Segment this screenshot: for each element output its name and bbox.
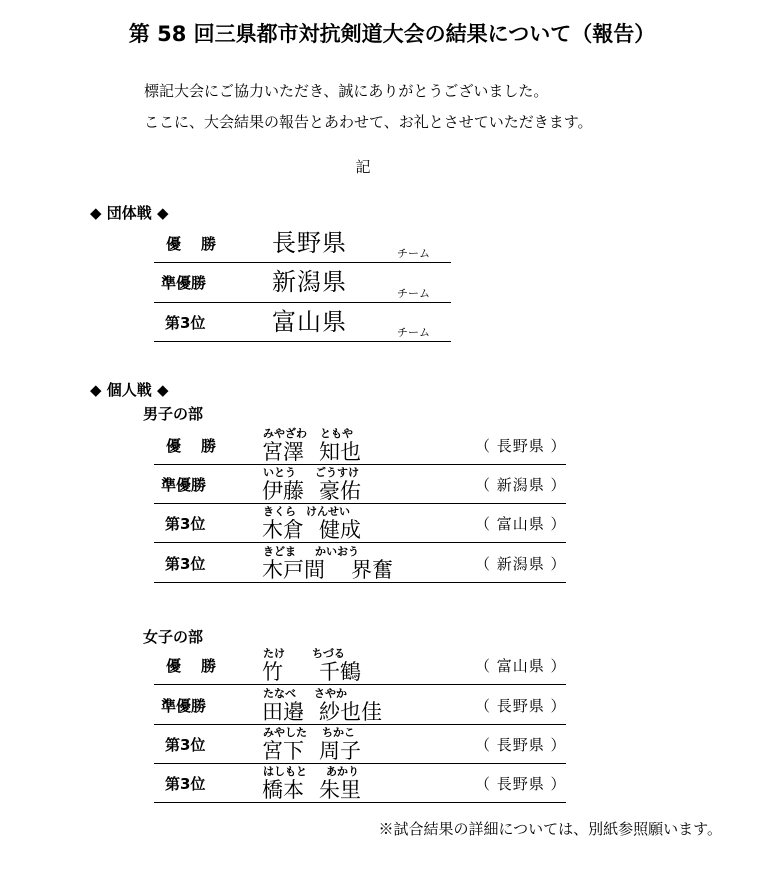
team-rule-2 (154, 302, 451, 303)
women-rank-3: 第3位 (165, 736, 206, 754)
women-furigana-given-4: あかり (326, 765, 359, 778)
women-given-1: 千鶴 (319, 660, 361, 684)
document-title: 第 58 回三県都市対抗剣道大会の結果について（報告） (128, 22, 656, 46)
women-furigana-family-3: みやした (263, 726, 307, 739)
women-given-2: 紗也佳 (319, 700, 382, 724)
team-rank-3: 第3位 (165, 314, 206, 332)
intro-line-2: ここに、大会結果の報告とあわせて、お礼とさせていただきます。 (144, 113, 593, 131)
men-furigana-given-3: けんせい (306, 505, 350, 518)
women-given-4: 朱里 (319, 778, 361, 802)
women-rank-2: 準優勝 (161, 697, 207, 715)
women-given-3: 周子 (319, 739, 361, 763)
team-name-3: 富山県 (272, 308, 347, 336)
women-pref-4: （ 長野県 ） (475, 775, 567, 793)
women-family-4: 橋本 (262, 778, 304, 802)
men-pref-1: （ 長野県 ） (475, 437, 567, 455)
men-furigana-family-3: きくら (263, 505, 296, 518)
men-furigana-given-4: かいおう (315, 545, 359, 558)
women-family-3: 宮下 (262, 739, 304, 763)
women-furigana-given-3: ちかこ (322, 726, 355, 739)
men-given-3: 健成 (319, 518, 361, 542)
men-furigana-family-4: きどま (263, 545, 296, 558)
men-given-4: 界奮 (351, 558, 393, 582)
team-suffix-1: チーム (397, 247, 430, 260)
men-family-1: 宮澤 (262, 440, 304, 464)
men-furigana-given-1: ともや (320, 427, 353, 440)
men-pref-2: （ 新潟県 ） (475, 476, 567, 494)
men-rank-4: 第3位 (165, 555, 206, 573)
women-furigana-given-2: さやか (314, 687, 347, 700)
ki-label: 記 (355, 158, 371, 176)
men-furigana-family-2: いとう (263, 466, 296, 479)
intro-line-1: 標記大会にご協力いただき、誠にありがとうございました。 (144, 82, 549, 100)
women-rule-4 (154, 802, 566, 803)
women-rule-3 (154, 763, 566, 764)
individual-section-heading: ◆ 個人戦 ◆ (90, 381, 169, 399)
footnote: ※試合結果の詳細については、別紙参照願います。 (378, 820, 722, 838)
women-rank-1: 優 勝 (166, 657, 217, 675)
men-given-2: 豪佑 (319, 479, 361, 503)
men-rank-2: 準優勝 (161, 476, 207, 494)
men-rule-1 (154, 464, 566, 465)
men-rank-1: 優 勝 (166, 437, 217, 455)
women-rule-2 (154, 724, 566, 725)
men-furigana-family-1: みやざわ (263, 427, 307, 440)
team-suffix-3: チーム (397, 326, 430, 339)
men-heading: 男子の部 (143, 405, 204, 423)
men-family-2: 伊藤 (262, 479, 304, 503)
men-furigana-given-2: ごうすけ (315, 466, 359, 479)
team-rule-3 (154, 341, 451, 342)
women-rule-1 (154, 684, 566, 685)
team-rank-1: 優 勝 (166, 235, 217, 253)
team-rule-1 (154, 262, 451, 263)
women-family-1: 竹 (262, 660, 283, 684)
men-pref-4: （ 新潟県 ） (475, 555, 567, 573)
team-suffix-2: チーム (397, 287, 430, 300)
team-name-2: 新潟県 (272, 268, 347, 296)
men-family-4: 木戸間 (262, 558, 325, 582)
team-name-1: 長野県 (272, 229, 347, 257)
men-rule-4 (154, 582, 566, 583)
women-pref-1: （ 富山県 ） (475, 657, 567, 675)
team-section-heading: ◆ 団体戦 ◆ (90, 204, 169, 222)
women-pref-3: （ 長野県 ） (475, 736, 567, 754)
men-rank-3: 第3位 (165, 515, 206, 533)
women-rank-4: 第3位 (165, 775, 206, 793)
women-furigana-family-2: たなべ (263, 687, 296, 700)
women-furigana-given-1: ちづる (312, 647, 345, 660)
men-rule-2 (154, 503, 566, 504)
team-rank-2: 準優勝 (161, 274, 207, 292)
women-furigana-family-4: はしもと (263, 765, 307, 778)
women-heading: 女子の部 (143, 628, 204, 646)
men-family-3: 木倉 (262, 518, 304, 542)
men-given-1: 知也 (319, 440, 361, 464)
women-furigana-family-1: たけ (263, 647, 285, 660)
women-pref-2: （ 長野県 ） (475, 697, 567, 715)
men-pref-3: （ 富山県 ） (475, 515, 567, 533)
women-family-2: 田邉 (262, 700, 304, 724)
men-rule-3 (154, 542, 566, 543)
